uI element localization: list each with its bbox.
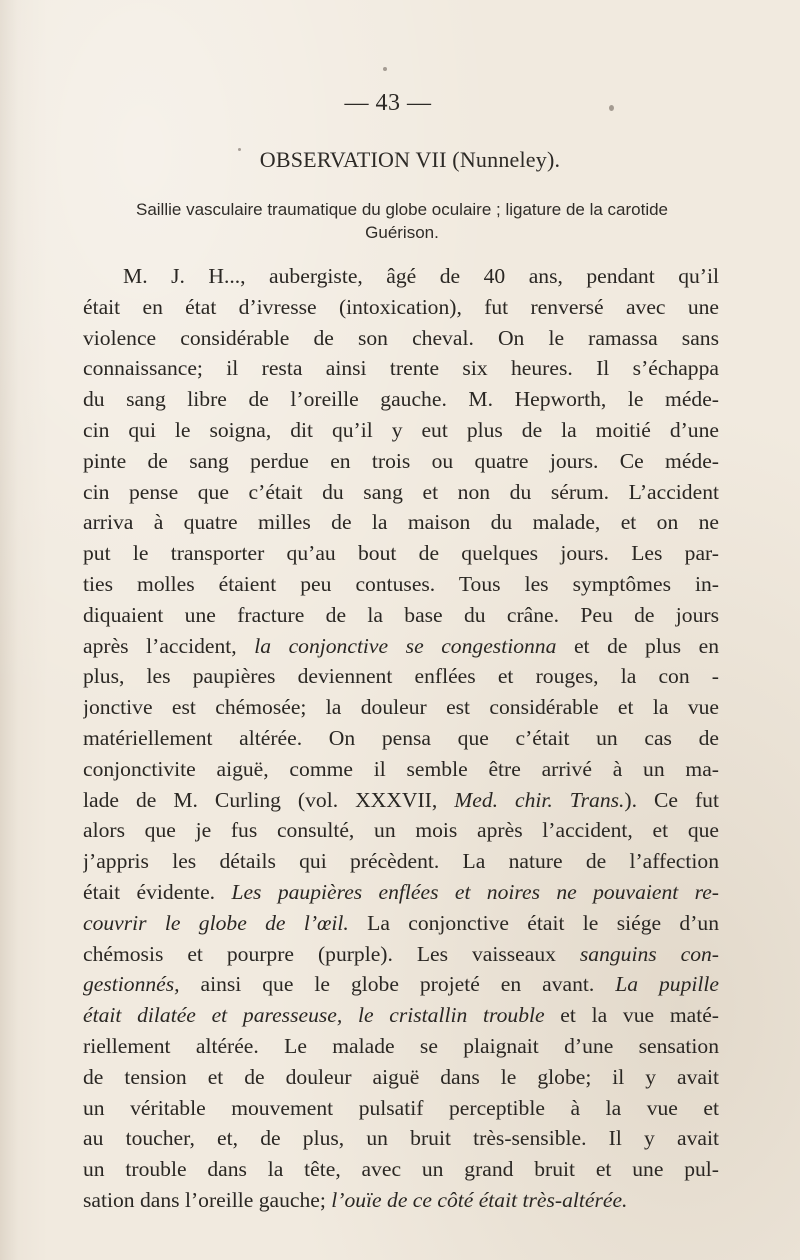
text-segment: chémosis et pourpre (purple). Les vaisseaux <box>83 941 580 966</box>
subtitle-line-2: Guérison. <box>365 223 439 242</box>
observation-body <box>83 261 719 1216</box>
text-segment: sation dans l’oreille gauche; <box>83 1187 332 1212</box>
text-segment: et la vue maté- <box>544 1003 719 1028</box>
text-line: arriva à quatre milles de la maison du malade, et on ne <box>83 510 719 535</box>
text-line: diquaient une fracture de la base du crâne. Peu de jours <box>83 602 719 627</box>
text-line: de tension et de douleur aiguë dans le globe; il y avait <box>83 1064 719 1089</box>
ink-spot <box>383 67 387 71</box>
text-line <box>83 969 719 1000</box>
italic-text-segment: couvrir le globe de l’œil. <box>83 910 349 935</box>
italic-text-segment: sanguins con- <box>579 941 719 966</box>
text-line <box>83 877 719 908</box>
text-line: alors que je fus consulté, un mois après l’accident, et que <box>83 818 719 843</box>
text-line: plus, les paupières deviennent enflées et rouges, la con - <box>83 664 719 689</box>
text-line: cin qui le soigna, dit qu’il y eut plus de la moitié d’une <box>83 417 719 442</box>
text-line <box>83 908 719 939</box>
text-segment: et de plus en <box>556 633 719 658</box>
text-line <box>83 1000 719 1031</box>
text-segment: lade de M. Curling (vol. XXXVII, <box>83 787 455 812</box>
text-segment: ). Ce fut <box>624 787 719 812</box>
italic-text-segment: l’ouïe de ce côté était très-altérée. <box>331 1187 628 1212</box>
text-line: j’appris les détails qui précèdent. La nature de l’affection <box>83 849 719 874</box>
ink-spot <box>238 148 241 151</box>
observation-subtitle <box>92 198 712 244</box>
text-line: connaissance; il resta ainsi trente six heures. Il s’échappa <box>83 356 719 381</box>
page-number: — 43 — <box>344 90 432 116</box>
text-segment: était évidente. <box>83 879 232 904</box>
text-line <box>83 939 719 970</box>
text-line: un véritable mouvement pulsatif perceptible à la vue et <box>83 1095 719 1120</box>
text-line: pinte de sang perdue en trois ou quatre jours. Ce méde- <box>83 448 719 473</box>
text-segment: après l’accident, <box>83 633 255 658</box>
subtitle-line-1: Saillie vasculaire traumatique du globe oculaire ; ligature de la carotide <box>135 200 669 219</box>
text-line: riellement altérée. Le malade se plaignait d’une sensation <box>83 1033 719 1058</box>
text-line <box>83 1185 719 1216</box>
italic-text-segment: gestionnés, <box>83 972 180 997</box>
italic-text-segment: était dilatée et paresseuse, le cristallin trouble <box>83 1003 545 1028</box>
text-line: put le transporter qu’au bout de quelques jours. Les par- <box>83 541 719 566</box>
text-line: violence considérable de son cheval. On le ramassa sans <box>83 325 719 350</box>
italic-text-segment: Med. chir. Trans. <box>454 787 625 812</box>
text-line: conjonctivite aiguë, comme il semble être arrivé à un ma- <box>83 756 719 781</box>
text-segment: La conjonctive était le siége d’un <box>348 910 719 935</box>
text-line: matériellement altérée. On pensa que c’était un cas de <box>83 725 719 750</box>
text-line: ties molles étaient peu contuses. Tous les symptômes in- <box>83 571 719 596</box>
italic-text-segment: La pupille <box>615 972 719 997</box>
observation-title: OBSERVATION VII (Nunneley). <box>259 147 561 172</box>
text-line: jonctive est chémosée; la douleur est considérable et la vue <box>83 695 719 720</box>
ink-spot <box>609 105 614 111</box>
text-line: du sang libre de l’oreille gauche. M. Hepworth, le méde- <box>83 387 719 412</box>
text-line: un trouble dans la tête, avec un grand bruit et une pul- <box>83 1157 719 1182</box>
text-line <box>83 785 719 816</box>
text-line: au toucher, et, de plus, un bruit très-sensible. Il y avait <box>83 1126 719 1151</box>
italic-text-segment: la conjonctive se congestionna <box>254 633 557 658</box>
text-segment: ainsi que le globe projeté en avant. <box>179 972 616 997</box>
text-line: était en état d’ivresse (intoxication), fut renversé avec une <box>83 294 719 319</box>
text-line <box>83 631 719 662</box>
italic-text-segment: Les paupières enflées et noires ne pouvaient re- <box>231 879 719 904</box>
text-line: M. J. H..., aubergiste, âgé de 40 ans, pendant qu’il <box>123 264 719 288</box>
text-line: cin pense que c’était du sang et non du sérum. L’accident <box>83 479 719 504</box>
